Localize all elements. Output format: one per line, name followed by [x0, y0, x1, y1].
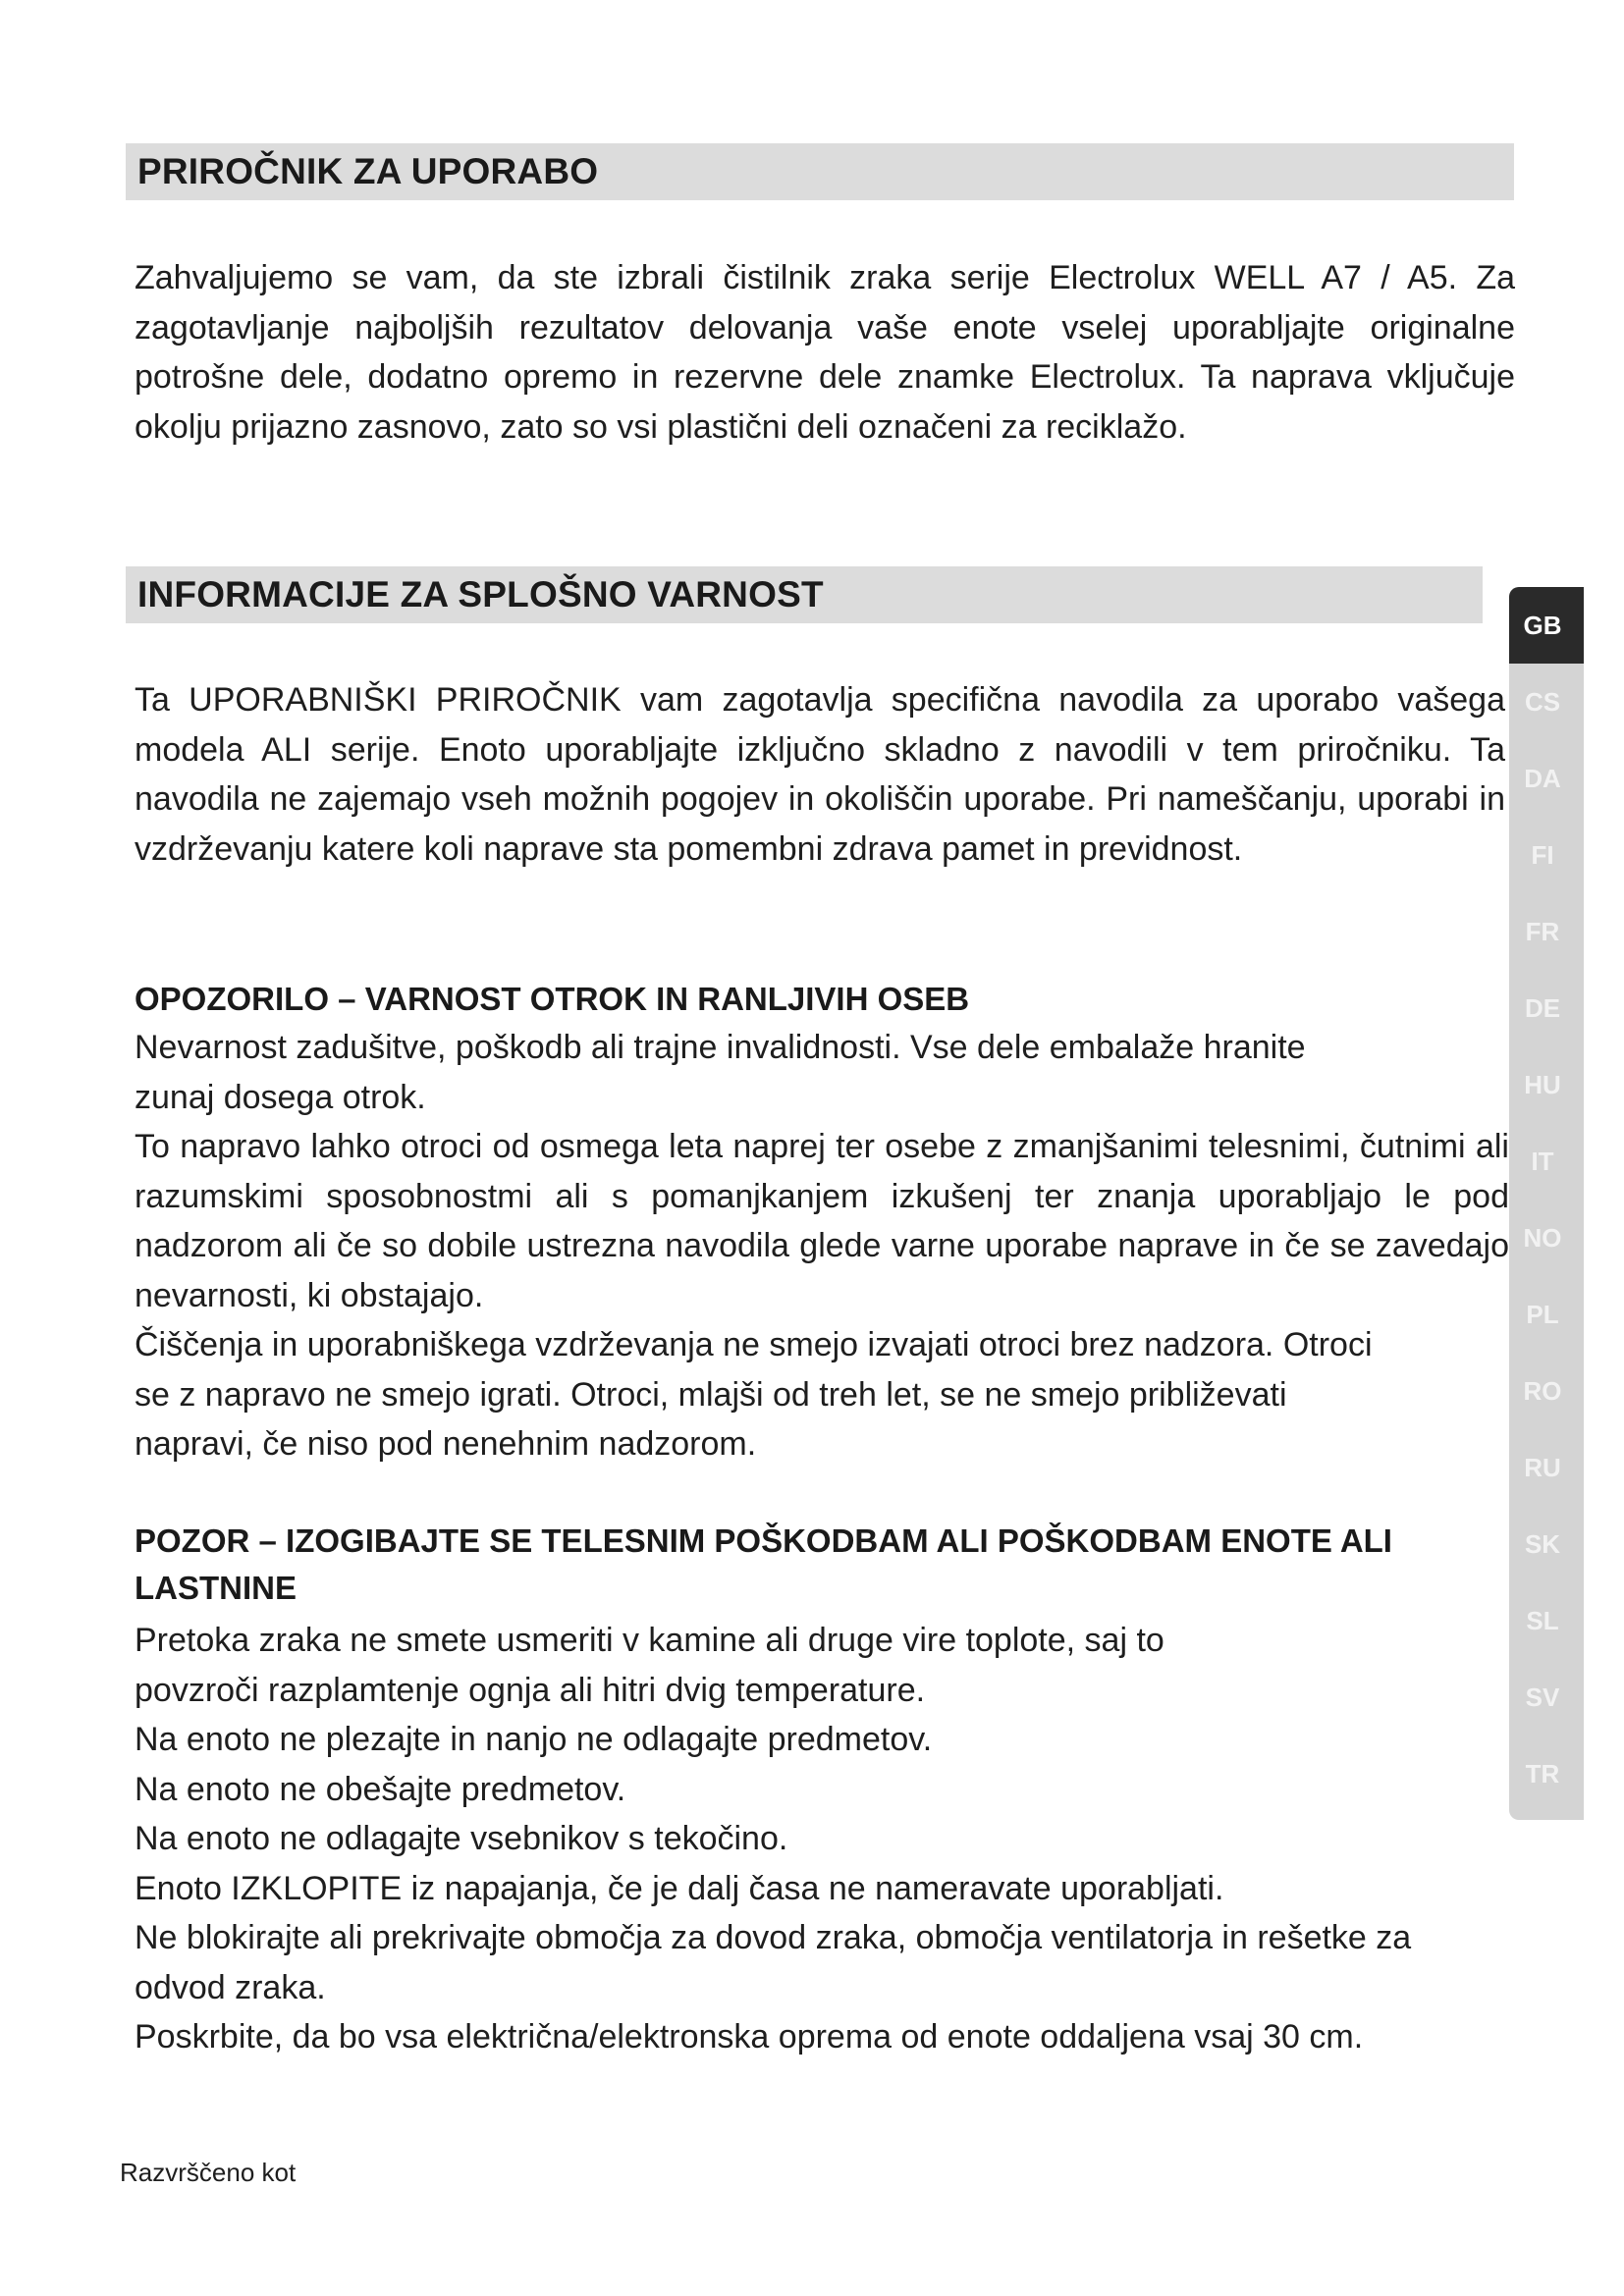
warning-line: Nevarnost zadušitve, poškodb ali trajne invalidnosti. Vse dele embalaže hranite — [135, 1029, 1306, 1066]
intro-text: Zahvaljujemo se vam, da ste izbrali čistilnik zraka serije Electrolux WELL A7 / A5. Za zagotavljanje najboljših rezultatov delovanja vaše enote vselej uporabljajte originalne potrošne dele, dodatno opremo in rezervne dele znamke Electrolux. Ta naprava vključuje okolju prijazno zasnovo, zato so vsi plastični deli označeni za reciklažo. — [135, 259, 1515, 446]
caution-heading-line: POZOR – IZOGIBAJTE SE TELESNIM POŠKODBAM ALI POŠKODBAM ENOTE ALI — [135, 1522, 1392, 1559]
language-tab-hu[interactable]: HU — [1524, 1069, 1561, 1099]
language-tab-fi[interactable]: FI — [1531, 839, 1554, 870]
caution-line: Enoto IZKLOPITE iz napajanja, če je dalj časa ne nameravate uporabljati. — [135, 1869, 1224, 1907]
section-title-manual — [126, 143, 1514, 200]
language-tab-gb[interactable]: GB — [1509, 587, 1584, 664]
warning-line: se z napravo ne smejo igrati. Otroci, mlajši od treh let, se ne smejo približevati — [135, 1375, 1287, 1414]
caution-line: Na enoto ne plezajte in nanjo ne odlagajte predmetov. — [135, 1721, 933, 1758]
language-tab-tr[interactable]: TR — [1525, 1758, 1560, 1789]
section-title-text: PRIROČNIK ZA UPORABO — [137, 151, 599, 191]
language-tab-ru[interactable]: RU — [1524, 1452, 1561, 1482]
caution-line: Pretoka zraka ne smete usmeriti v kamine ali druge vire toplote, saj to — [135, 1622, 1164, 1659]
footer-classification: Razvrščeno kot — [120, 2158, 297, 2187]
language-tab-da[interactable]: DA — [1524, 763, 1561, 793]
caution-list — [135, 1616, 1568, 2062]
language-tab-fr[interactable]: FR — [1525, 916, 1560, 946]
section-title-safety — [126, 566, 1483, 623]
caution-line: Na enoto ne obešajte predmetov. — [135, 1770, 626, 1808]
language-tab-it[interactable]: IT — [1531, 1146, 1554, 1176]
language-tab-ro[interactable]: RO — [1523, 1375, 1562, 1406]
language-tab-sk[interactable]: SK — [1524, 1528, 1561, 1559]
warning-text: To napravo lahko otroci od osmega leta naprej ter osebe z zmanjšanimi telesnimi, čutnimi ali razumskimi sposobnostmi ali s pomanjkanjem izkušenj ter znanja uporabljajo le pod nadzorom ali če so dobile ustrezna navodila glede varne uporabe naprave in če se zavedajo nevarnosti, ki obstajajo. — [135, 1128, 1509, 1314]
caution-heading-line: LASTNINE — [135, 1570, 297, 1606]
warning-line: napravi, če niso pod nenehnim nadzorom. — [135, 1425, 757, 1463]
language-tab-sl[interactable]: SL — [1526, 1605, 1559, 1635]
language-tab-no[interactable]: NO — [1523, 1222, 1562, 1253]
caution-line: Ne blokirajte ali prekrivajte območja za dovod zraka, območja ventilatorja in rešetke za — [135, 1919, 1412, 1956]
warning-line: Čiščenja in uporabniškega vzdrževanja ne smejo izvajati otroci brez nadzora. Otroci — [135, 1326, 1373, 1363]
language-tab-cs[interactable]: CS — [1524, 686, 1561, 717]
language-tab-de[interactable]: DE — [1524, 992, 1561, 1023]
warning-paragraph-3 — [135, 1320, 1548, 1469]
warning-heading: OPOZORILO – VARNOST OTROK IN RANLJIVIH OSEB — [135, 981, 970, 1017]
warning-line: zunaj dosega otrok. — [135, 1078, 426, 1116]
intro-paragraph — [135, 253, 1515, 452]
language-tab-strip — [1509, 587, 1584, 1820]
safety-intro-text: Ta UPORABNIŠKI PRIROČNIK vam zagotavlja specifična navodila za uporabo vašega modela ALI serije. Enoto uporabljajte izključno skladno z navodili v tem priročniku. Ta navodila ne zajemajo vseh možnih pogojev in okoliščin uporabe. Pri nameščanju, uporabi in vzdrževanju katere koli naprave sta pomembni zdrava pamet in previdnost. — [135, 681, 1505, 868]
caution-line: Poskrbite, da bo vsa električna/elektronska oprema od enote oddaljena vsaj 30 cm. — [135, 2018, 1364, 2056]
warning-paragraph-1 — [135, 1023, 1548, 1122]
safety-intro-paragraph — [135, 675, 1505, 874]
caution-heading — [135, 1518, 1392, 1612]
language-tab-pl[interactable]: PL — [1526, 1299, 1559, 1329]
caution-line: Na enoto ne odlagajte vsebnikov s tekočino. — [135, 1820, 788, 1857]
language-tab-sv[interactable]: SV — [1525, 1682, 1560, 1712]
section-title-text: INFORMACIJE ZA SPLOŠNO VARNOST — [137, 574, 824, 614]
warning-paragraph-2 — [135, 1122, 1509, 1320]
caution-line: odvod zraka. — [135, 1968, 326, 2006]
caution-line: povzroči razplamtenje ognja ali hitri dvig temperature. — [135, 1671, 926, 1709]
